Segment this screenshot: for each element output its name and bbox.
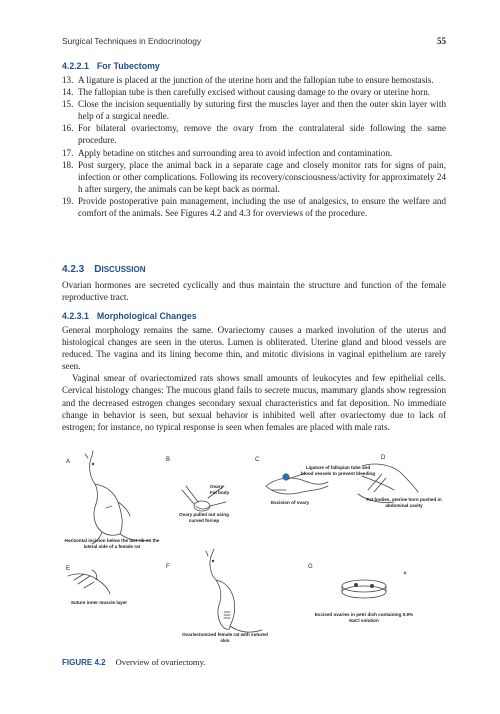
heading-rest: ISCUSSION	[101, 265, 146, 274]
heading-4-2-2-1	[62, 61, 160, 71]
label-ovary: Ovary	[210, 484, 224, 489]
panel-label-c: C	[255, 457, 260, 463]
label-fat-body: Fat body	[210, 490, 230, 495]
panel-label-f: F	[166, 564, 170, 570]
heading-title: For Tubectomy	[96, 61, 160, 71]
heading-initial: D	[94, 264, 102, 275]
heading-number: 4.2.3	[62, 264, 85, 275]
caption-g: Excised ovaries in petri dish containing 0.9% NaCl solution	[314, 612, 414, 623]
heading-number: 4.2.2.1	[62, 61, 89, 71]
list-item: 14. The fallopian tube is then carefully excised without causing damage to the ovary or uterine horn.	[62, 87, 431, 98]
panel-label-e: E	[66, 566, 71, 572]
caption-c: Excision of ovary	[270, 500, 310, 505]
petri-dish-drawing	[342, 572, 406, 598]
list-item: 17. Apply betadine on stitches and surrounding area to avoid infection and contamination.	[62, 147, 393, 158]
discussion-paragraph: Ovarian hormones are secreted cyclically and thus maintain the structure and function of the female reproductive tract.	[62, 280, 446, 303]
caption-b: Ovary pulled out using curved forcep	[179, 512, 229, 523]
panel-label-d: D	[381, 455, 386, 461]
rat-lateral-incision-drawing	[85, 451, 150, 544]
caption-d: Fat bodies, uterine horn pushed in abdominal cavity	[366, 497, 442, 508]
morphology-text	[62, 324, 446, 433]
list-item: 19. Provide postoperative pain management, including the use of analgesics, to ensure the welfare and comfort of the animals. See Figures 4.2 and 4.3 for overviews of the procedure.	[62, 195, 446, 219]
figure-number: FIGURE 4.2	[62, 658, 106, 667]
ovariectomy-illustration	[62, 446, 446, 656]
panel-label-a: A	[66, 459, 71, 465]
figure-caption-text: Overview of ovariectomy.	[115, 657, 206, 667]
caption-a: Horizontal incision below the last rib on the lateral side of a female rat	[64, 538, 160, 549]
label-ligature: Ligature of fallopian tube and blood vessels to prevent bleeding	[300, 465, 376, 476]
page-number: 55	[437, 36, 446, 46]
caption-e: Suture inner muscle layer	[70, 600, 128, 605]
heading-title: Morphological Changes	[96, 311, 197, 321]
list-item: 16. For bilateral ovariectomy, remove the ovary from the contralateral side following the same procedure.	[62, 123, 446, 146]
morphology-paragraph-2: Vaginal smear of ovariectomized rats shows small amounts of leukocytes and few epithelial cells. Cervical histology changes: The mucous gland fails to secrete mucus, mammary glands show regression and the decreased estrogen changes secondary sexual characteristics and fat deposition. No immediate change in behavior is seen, but sexual behavior is inhibited well after ovariectomy due to lack of estrogen; for instance, no typical response is seen when females are placed with male rats.	[62, 373, 446, 432]
running-head-title: Surgical Techniques in Endocrinology	[62, 36, 202, 46]
panel-label-g: G	[308, 564, 313, 570]
suture-drawing	[68, 570, 110, 594]
panel-label-b: B	[166, 457, 171, 463]
list-item: 15. Close the incision sequentially by suturing first the muscles layer and then the outer skin layer with help of a surgical needle.	[62, 99, 446, 122]
morphology-paragraph-1: General morphology remains the same. Ovariectomy causes a marked involution of the uterus and histological changes are seen in the uterus. Lumen is obliterated. Uterine gland and blood vessels are reduced. The vagina and its lining become thin, and mitotic divisions in vaginal epithelium are rarely seen.	[62, 325, 446, 372]
list-item: 13. A ligature is placed at the junction of the uterine horn and the fallopian tube to ensure hemostasis.	[62, 75, 434, 85]
heading-4-2-3	[62, 264, 146, 275]
heading-4-2-3-1	[62, 311, 197, 321]
list-item: 18. Post surgery, place the animal back in a separate cage and closely monitor rats for signs of pain, infection or other complications. Following its recovery/consciousness/activity for approximately 24 h after surgery, the animals can be kept back as normal.	[62, 159, 446, 194]
caption-f: Ovariectomized female rat with sutured skin	[182, 632, 268, 643]
figure-caption	[62, 657, 205, 667]
procedure-steps	[62, 74, 446, 219]
heading-number: 4.2.3.1	[62, 311, 89, 321]
figure-4-2	[62, 446, 446, 656]
ovariectomized-rat-drawing	[206, 549, 262, 632]
